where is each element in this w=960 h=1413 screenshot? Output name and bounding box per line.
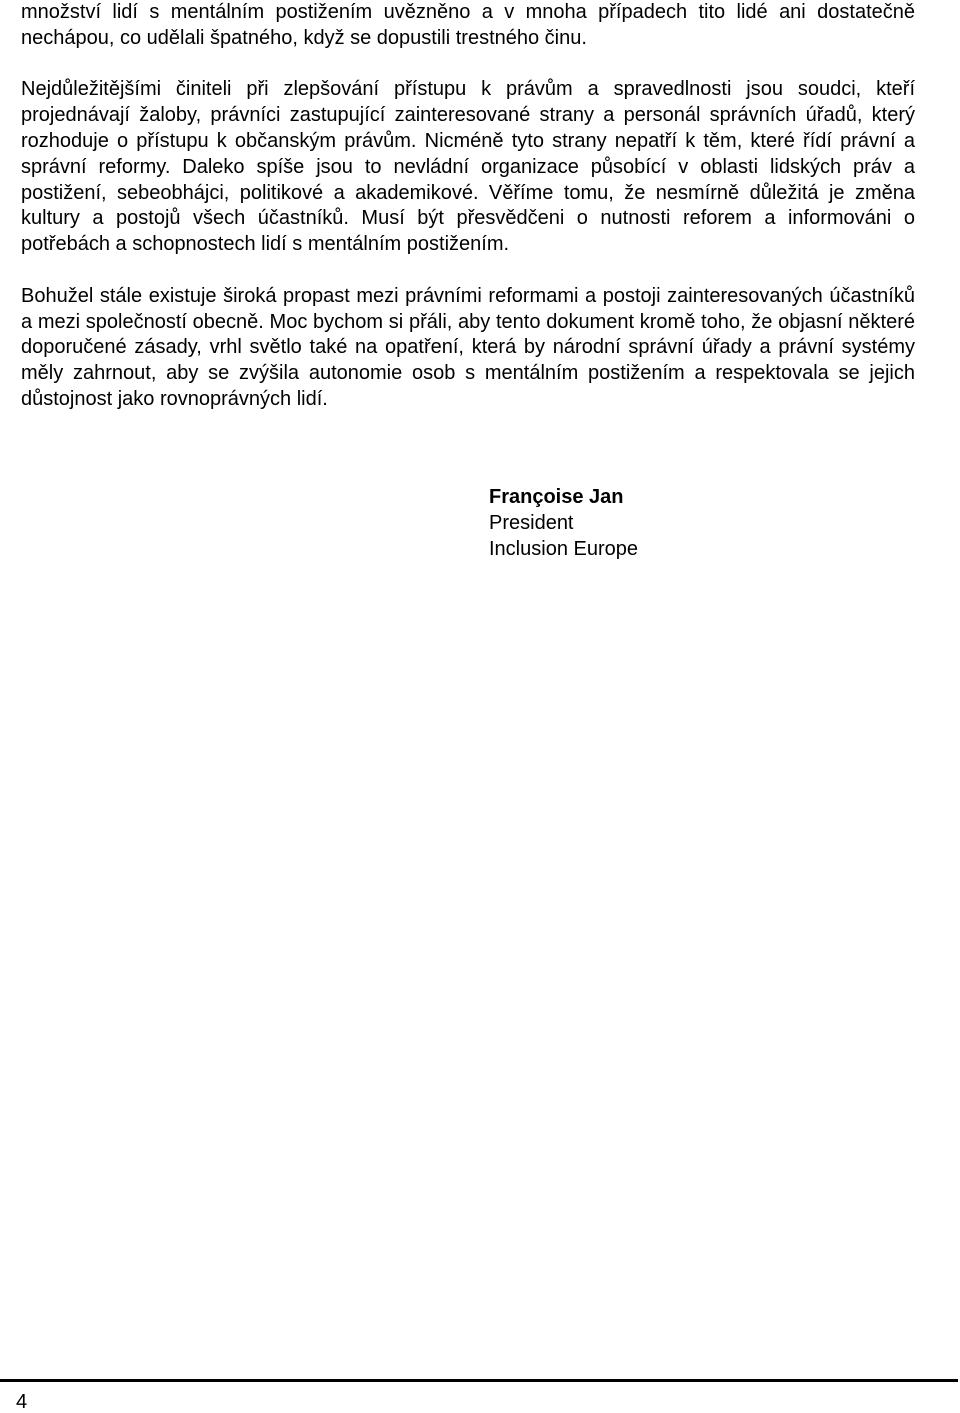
signatory-organization: Inclusion Europe (489, 538, 638, 560)
paragraph-1: množství lidí s mentálním postižením uvězněno a v mnoha případech tito lidé ani dostatečně nechápou, co udělali špatného, když se dopustili trestného činu. (21, 1, 915, 49)
footer-divider (0, 1379, 958, 1382)
paragraph-3: Bohužel stále existuje široká propast mezi právními reformami a postoji zainteresovaných účastníků a mezi společností obecně. Moc bychom si přáli, aby tento dokument kromě toho, že objasní některé doporučené zásady, vrhl světlo také na opatření, která by národní správní úřady a právní systémy měly zahrnout, aby se zvýšila autonomie osob s mentálním postižením a respektovala se jejich důstojnost jako rovnoprávných lidí. (21, 284, 915, 410)
paragraph-spacer (21, 258, 915, 284)
signatory-title: President (489, 512, 574, 534)
document-body (21, 0, 915, 413)
paragraph-spacer (21, 52, 915, 78)
paragraph-2: Nejdůležitějšími činiteli při zlepšování přístupu k právům a spravedlnosti jsou soudci, kteří projednávají žaloby, právníci zastupující zainteresované strany a personál správních úřadů, který rozhoduje o přístupu k občanským právům. Nicméně tyto strany nepatří k těm, které řídí právní a správní reformy. Daleko spíše jsou to nevládní organizace působící v oblasti lidských práv a postižení, sebeobhájci, politikové a akademikové. Věříme tomu, že nesmírně důležitá je změna kultury a postojů všech účastníků. Musí být přesvědčeni o nutnosti reforem a informováni o potřebách a schopnostech lidí s mentálním postižením. (21, 78, 915, 256)
signature-block (489, 484, 638, 562)
signatory-name: Françoise Jan (489, 486, 624, 508)
page-number: 4 (16, 1391, 28, 1413)
